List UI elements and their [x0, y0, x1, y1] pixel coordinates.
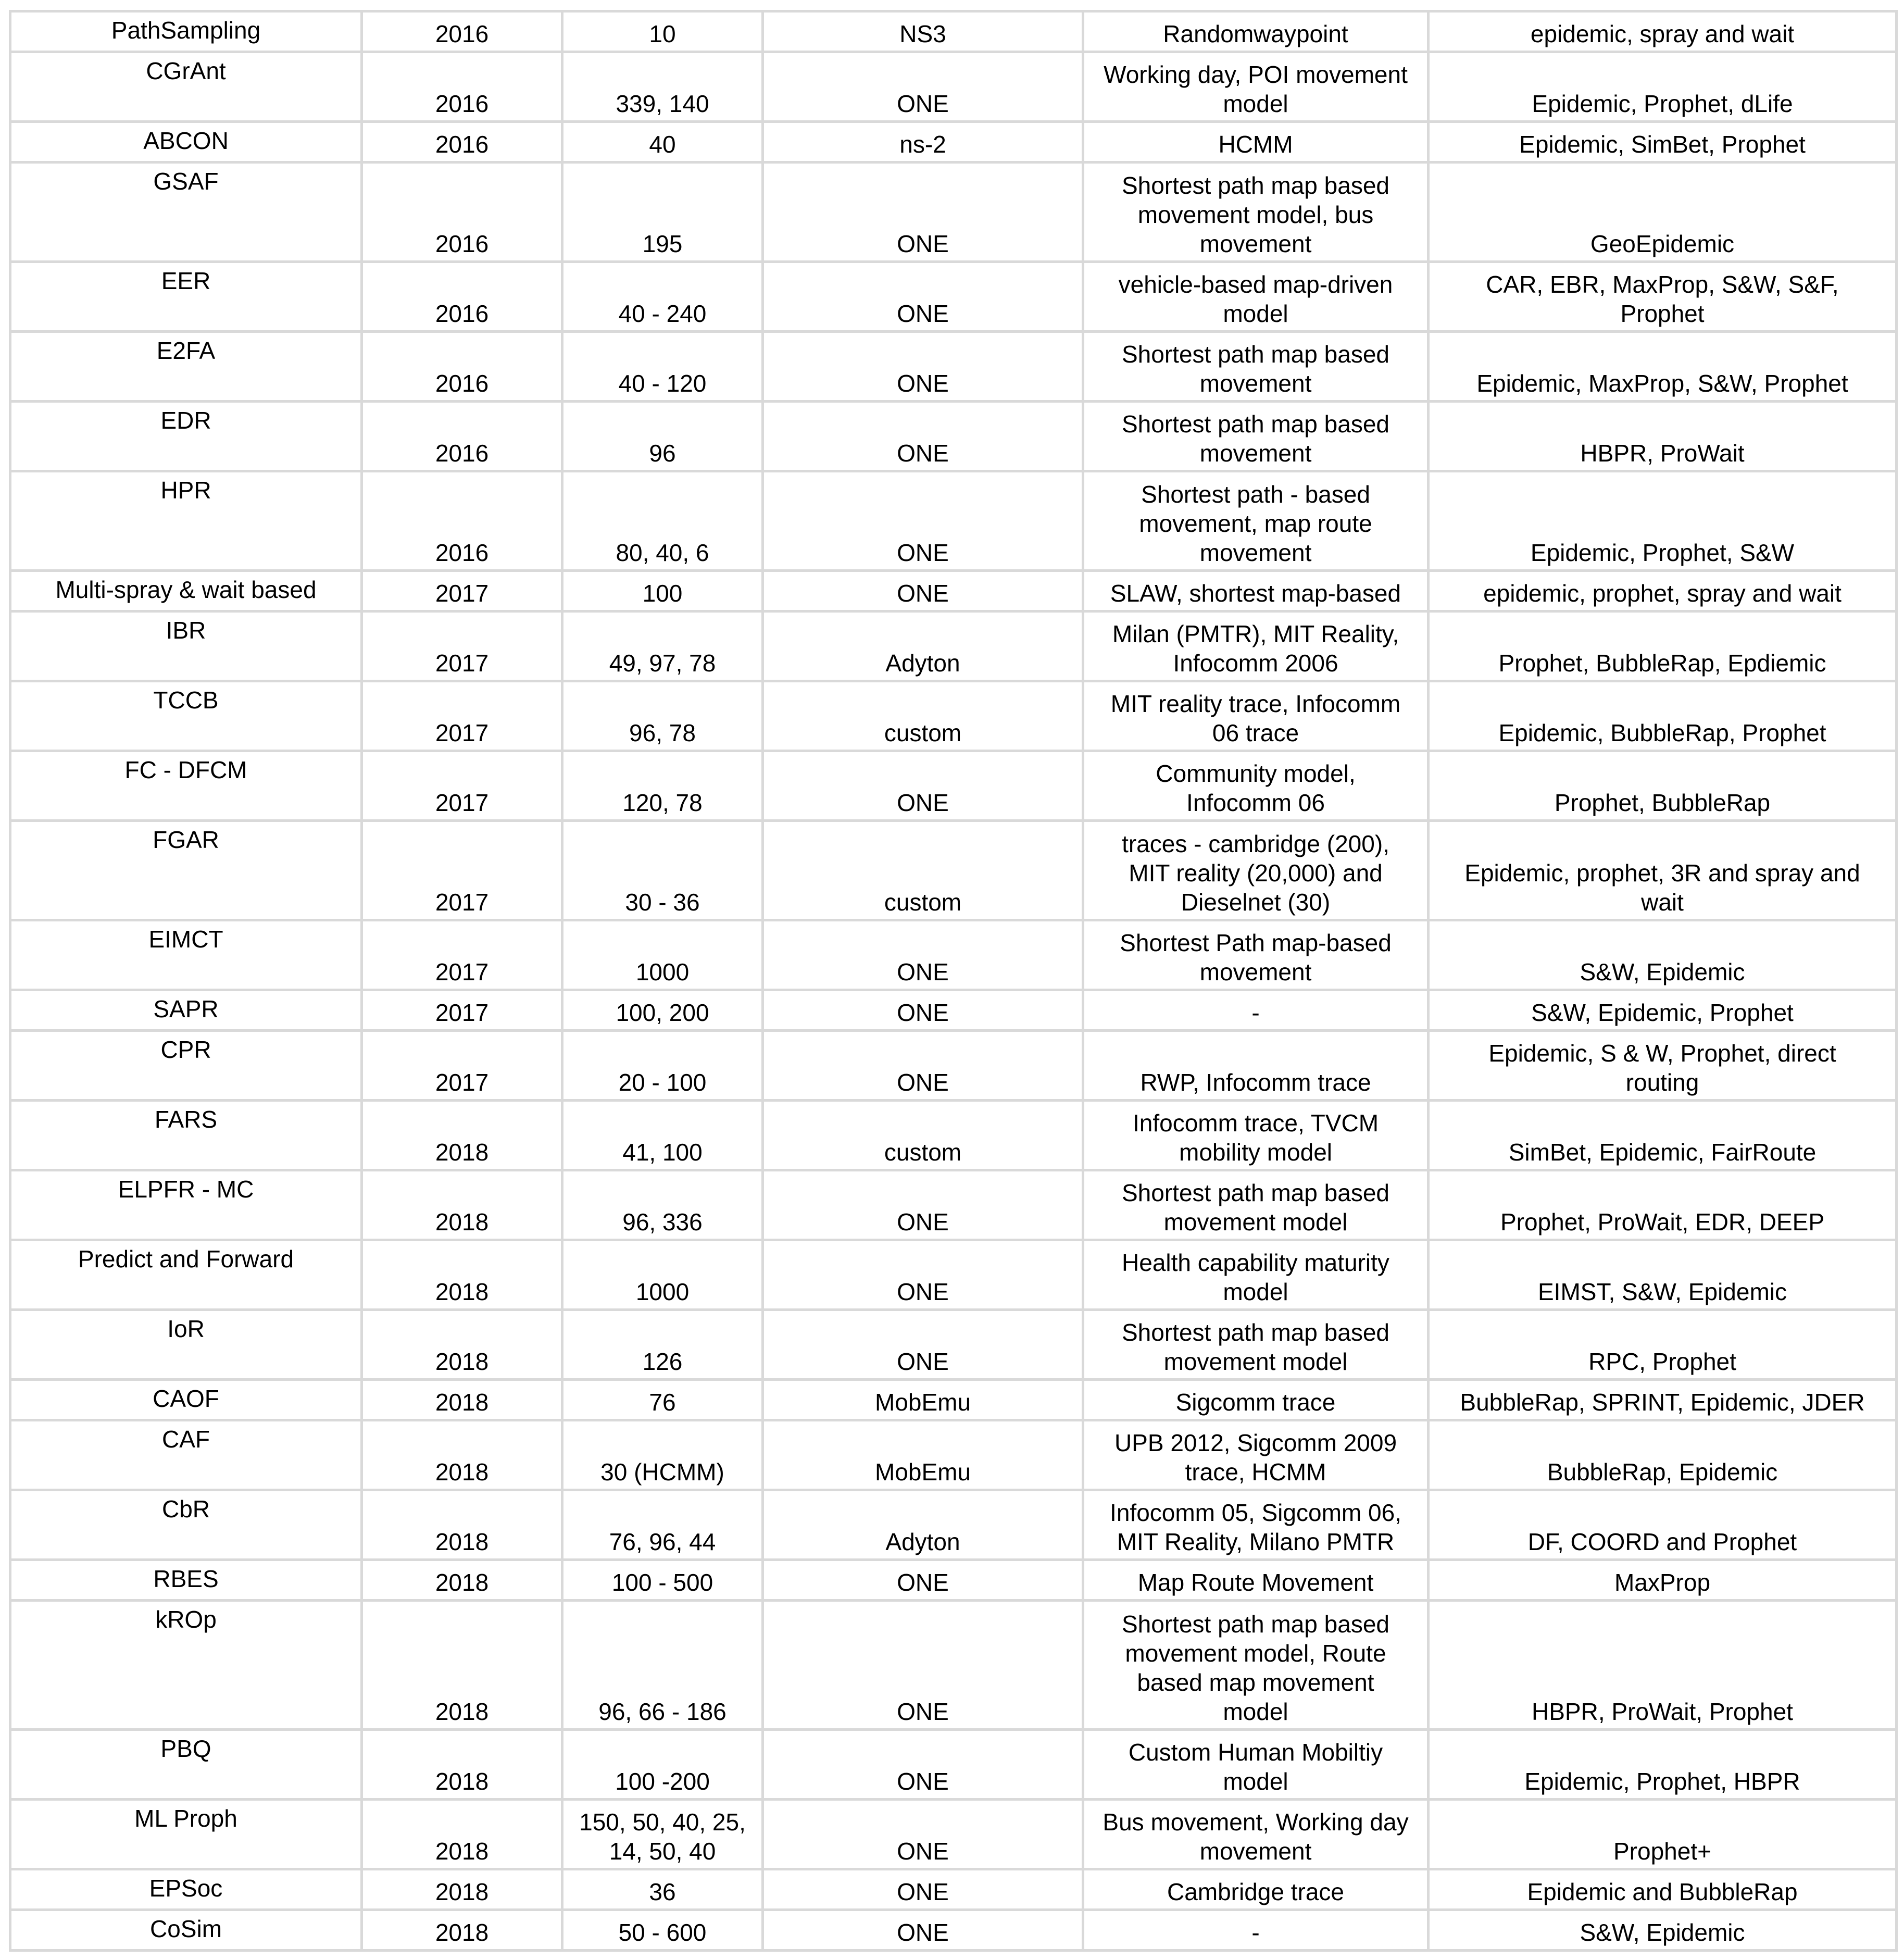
- compared-protocols-cell: Epidemic, S & W, Prophet, direct routing: [1429, 1031, 1897, 1101]
- simulator-cell: MobEmu: [763, 1420, 1083, 1490]
- table-row: [10, 681, 1897, 751]
- protocol-cell: HPR: [10, 471, 362, 571]
- table-row: [10, 1560, 1897, 1601]
- compared-protocols-cell: Epidemic, Prophet, S&W: [1429, 471, 1897, 571]
- protocol-cell: CGrAnt: [10, 52, 362, 122]
- table-row: [10, 1601, 1897, 1730]
- nodes-cell: 10: [562, 11, 763, 52]
- mobility-model-cell: Shortest path - based movement, map route movement: [1083, 471, 1429, 571]
- nodes-cell: 76: [562, 1380, 763, 1420]
- table-row: [10, 1380, 1897, 1420]
- compared-protocols-cell: Prophet, BubbleRap: [1429, 751, 1897, 821]
- simulator-cell: ONE: [763, 1869, 1083, 1910]
- year-cell: 2018: [362, 1601, 562, 1730]
- mobility-model-cell: Infocomm 05, Sigcomm 06, MIT Reality, Milano PMTR: [1083, 1490, 1429, 1560]
- compared-protocols-cell: SimBet, Epidemic, FairRoute: [1429, 1101, 1897, 1170]
- year-cell: 2016: [362, 332, 562, 402]
- table-row: [10, 1420, 1897, 1490]
- nodes-cell: 120, 78: [562, 751, 763, 821]
- simulator-cell: custom: [763, 1101, 1083, 1170]
- protocol-cell: E2FA: [10, 332, 362, 402]
- simulator-cell: ONE: [763, 1800, 1083, 1869]
- protocol-cell: EPSoc: [10, 1869, 362, 1910]
- nodes-cell: 36: [562, 1869, 763, 1910]
- compared-protocols-cell: BubbleRap, SPRINT, Epidemic, JDER: [1429, 1380, 1897, 1420]
- year-cell: 2018: [362, 1170, 562, 1240]
- year-cell: 2017: [362, 571, 562, 612]
- mobility-model-cell: UPB 2012, Sigcomm 2009 trace, HCMM: [1083, 1420, 1429, 1490]
- protocol-cell: EER: [10, 262, 362, 332]
- nodes-cell: 49, 97, 78: [562, 612, 763, 681]
- mobility-model-cell: Community model, Infocomm 06: [1083, 751, 1429, 821]
- nodes-cell: 1000: [562, 1240, 763, 1310]
- year-cell: 2017: [362, 751, 562, 821]
- nodes-cell: 100, 200: [562, 990, 763, 1031]
- mobility-model-cell: Shortest path map based movement model: [1083, 1170, 1429, 1240]
- protocol-cell: FARS: [10, 1101, 362, 1170]
- protocol-cell: CbR: [10, 1490, 362, 1560]
- mobility-model-cell: MIT reality trace, Infocomm 06 trace: [1083, 681, 1429, 751]
- table-body: [10, 11, 1897, 1951]
- table-row: [10, 11, 1897, 52]
- year-cell: 2016: [362, 122, 562, 163]
- simulator-cell: ONE: [763, 1170, 1083, 1240]
- compared-protocols-cell: Epidemic, Prophet, dLife: [1429, 52, 1897, 122]
- compared-protocols-cell: Epidemic, SimBet, Prophet: [1429, 122, 1897, 163]
- nodes-cell: 30 (HCMM): [562, 1420, 763, 1490]
- compared-protocols-cell: EIMST, S&W, Epidemic: [1429, 1240, 1897, 1310]
- simulator-cell: ONE: [763, 402, 1083, 471]
- year-cell: 2018: [362, 1101, 562, 1170]
- year-cell: 2017: [362, 920, 562, 990]
- compared-protocols-cell: S&W, Epidemic: [1429, 1910, 1897, 1951]
- year-cell: 2018: [362, 1910, 562, 1951]
- simulator-cell: ONE: [763, 332, 1083, 402]
- simulator-cell: ONE: [763, 1601, 1083, 1730]
- nodes-cell: 41, 100: [562, 1101, 763, 1170]
- mobility-model-cell: Sigcomm trace: [1083, 1380, 1429, 1420]
- year-cell: 2017: [362, 990, 562, 1031]
- simulator-cell: ONE: [763, 1240, 1083, 1310]
- nodes-cell: 339, 140: [562, 52, 763, 122]
- table-row: [10, 471, 1897, 571]
- table-row: [10, 1101, 1897, 1170]
- mobility-model-cell: traces - cambridge (200), MIT reality (20,000) and Dieselnet (30): [1083, 821, 1429, 920]
- table-row: [10, 1170, 1897, 1240]
- mobility-model-cell: Shortest Path map-based movement: [1083, 920, 1429, 990]
- year-cell: 2016: [362, 471, 562, 571]
- protocol-cell: CPR: [10, 1031, 362, 1101]
- simulator-cell: custom: [763, 681, 1083, 751]
- protocol-cell: ELPFR - MC: [10, 1170, 362, 1240]
- simulator-cell: Adyton: [763, 1490, 1083, 1560]
- mobility-model-cell: Working day, POI movement model: [1083, 52, 1429, 122]
- simulator-cell: ns-2: [763, 122, 1083, 163]
- simulator-cell: ONE: [763, 52, 1083, 122]
- protocol-cell: PBQ: [10, 1730, 362, 1800]
- protocol-cell: FGAR: [10, 821, 362, 920]
- nodes-cell: 40 - 240: [562, 262, 763, 332]
- simulator-cell: ONE: [763, 920, 1083, 990]
- simulator-cell: ONE: [763, 990, 1083, 1031]
- mobility-model-cell: Shortest path map based movement: [1083, 402, 1429, 471]
- protocol-cell: ABCON: [10, 122, 362, 163]
- compared-protocols-cell: Prophet, BubbleRap, Epdiemic: [1429, 612, 1897, 681]
- mobility-model-cell: Shortest path map based movement model: [1083, 1310, 1429, 1380]
- compared-protocols-cell: DF, COORD and Prophet: [1429, 1490, 1897, 1560]
- table-row: [10, 821, 1897, 920]
- nodes-cell: 40 - 120: [562, 332, 763, 402]
- nodes-cell: 96, 336: [562, 1170, 763, 1240]
- compared-protocols-cell: Prophet, ProWait, EDR, DEEP: [1429, 1170, 1897, 1240]
- table-row: [10, 990, 1897, 1031]
- mobility-model-cell: Cambridge trace: [1083, 1869, 1429, 1910]
- table-row: [10, 1910, 1897, 1951]
- mobility-model-cell: Bus movement, Working day movement: [1083, 1800, 1429, 1869]
- year-cell: 2018: [362, 1869, 562, 1910]
- compared-protocols-cell: Epidemic, MaxProp, S&W, Prophet: [1429, 332, 1897, 402]
- protocol-cell: EDR: [10, 402, 362, 471]
- table-row: [10, 1490, 1897, 1560]
- compared-protocols-cell: RPC, Prophet: [1429, 1310, 1897, 1380]
- nodes-cell: 50 - 600: [562, 1910, 763, 1951]
- mobility-model-cell: -: [1083, 1910, 1429, 1951]
- protocol-cell: CAOF: [10, 1380, 362, 1420]
- protocol-cell: IBR: [10, 612, 362, 681]
- nodes-cell: 96: [562, 402, 763, 471]
- simulator-cell: ONE: [763, 262, 1083, 332]
- year-cell: 2016: [362, 163, 562, 262]
- table-row: [10, 1869, 1897, 1910]
- table-row: [10, 1310, 1897, 1380]
- nodes-cell: 1000: [562, 920, 763, 990]
- compared-protocols-cell: Epidemic, prophet, 3R and spray and wait: [1429, 821, 1897, 920]
- protocols-table: [9, 10, 1898, 1952]
- compared-protocols-cell: HBPR, ProWait, Prophet: [1429, 1601, 1897, 1730]
- compared-protocols-cell: BubbleRap, Epidemic: [1429, 1420, 1897, 1490]
- table-row: [10, 332, 1897, 402]
- protocol-cell: EIMCT: [10, 920, 362, 990]
- year-cell: 2016: [362, 262, 562, 332]
- protocol-cell: CoSim: [10, 1910, 362, 1951]
- table-row: [10, 612, 1897, 681]
- protocol-cell: Multi-spray & wait based: [10, 571, 362, 612]
- nodes-cell: 80, 40, 6: [562, 471, 763, 571]
- simulator-cell: Adyton: [763, 612, 1083, 681]
- year-cell: 2018: [362, 1490, 562, 1560]
- protocol-cell: FC - DFCM: [10, 751, 362, 821]
- mobility-model-cell: HCMM: [1083, 122, 1429, 163]
- year-cell: 2018: [362, 1730, 562, 1800]
- nodes-cell: 100: [562, 571, 763, 612]
- compared-protocols-cell: Prophet+: [1429, 1800, 1897, 1869]
- nodes-cell: 76, 96, 44: [562, 1490, 763, 1560]
- table-row: [10, 1800, 1897, 1869]
- simulator-cell: ONE: [763, 1031, 1083, 1101]
- simulator-cell: ONE: [763, 163, 1083, 262]
- compared-protocols-cell: Epidemic, Prophet, HBPR: [1429, 1730, 1897, 1800]
- table-row: [10, 751, 1897, 821]
- table-row: [10, 1730, 1897, 1800]
- table-row: [10, 920, 1897, 990]
- year-cell: 2016: [362, 52, 562, 122]
- nodes-cell: 20 - 100: [562, 1031, 763, 1101]
- table-row: [10, 1031, 1897, 1101]
- mobility-model-cell: RWP, Infocomm trace: [1083, 1031, 1429, 1101]
- table-row: [10, 402, 1897, 471]
- compared-protocols-cell: epidemic, prophet, spray and wait: [1429, 571, 1897, 612]
- mobility-model-cell: Map Route Movement: [1083, 1560, 1429, 1601]
- simulator-cell: MobEmu: [763, 1380, 1083, 1420]
- compared-protocols-cell: MaxProp: [1429, 1560, 1897, 1601]
- nodes-cell: 96, 78: [562, 681, 763, 751]
- table-row: [10, 52, 1897, 122]
- protocol-cell: kROp: [10, 1601, 362, 1730]
- protocol-cell: IoR: [10, 1310, 362, 1380]
- mobility-model-cell: -: [1083, 990, 1429, 1031]
- compared-protocols-cell: GeoEpidemic: [1429, 163, 1897, 262]
- nodes-cell: 195: [562, 163, 763, 262]
- protocol-cell: CAF: [10, 1420, 362, 1490]
- nodes-cell: 126: [562, 1310, 763, 1380]
- mobility-model-cell: Randomwaypoint: [1083, 11, 1429, 52]
- mobility-model-cell: Infocomm trace, TVCM mobility model: [1083, 1101, 1429, 1170]
- simulator-cell: ONE: [763, 1910, 1083, 1951]
- year-cell: 2017: [362, 612, 562, 681]
- nodes-cell: 100 - 500: [562, 1560, 763, 1601]
- compared-protocols-cell: HBPR, ProWait: [1429, 402, 1897, 471]
- nodes-cell: 30 - 36: [562, 821, 763, 920]
- mobility-model-cell: SLAW, shortest map-based: [1083, 571, 1429, 612]
- protocol-cell: RBES: [10, 1560, 362, 1601]
- simulator-cell: NS3: [763, 11, 1083, 52]
- year-cell: 2017: [362, 1031, 562, 1101]
- year-cell: 2016: [362, 402, 562, 471]
- compared-protocols-cell: S&W, Epidemic, Prophet: [1429, 990, 1897, 1031]
- year-cell: 2018: [362, 1420, 562, 1490]
- nodes-cell: 100 -200: [562, 1730, 763, 1800]
- protocol-cell: PathSampling: [10, 11, 362, 52]
- simulator-cell: ONE: [763, 1730, 1083, 1800]
- compared-protocols-cell: Epidemic, BubbleRap, Prophet: [1429, 681, 1897, 751]
- simulator-cell: ONE: [763, 1560, 1083, 1601]
- protocol-cell: Predict and Forward: [10, 1240, 362, 1310]
- table-row: [10, 262, 1897, 332]
- year-cell: 2018: [362, 1240, 562, 1310]
- compared-protocols-cell: CAR, EBR, MaxProp, S&W, S&F, Prophet: [1429, 262, 1897, 332]
- nodes-cell: 150, 50, 40, 25, 14, 50, 40: [562, 1800, 763, 1869]
- nodes-cell: 96, 66 - 186: [562, 1601, 763, 1730]
- nodes-cell: 40: [562, 122, 763, 163]
- simulator-cell: ONE: [763, 471, 1083, 571]
- protocol-cell: GSAF: [10, 163, 362, 262]
- table-row: [10, 163, 1897, 262]
- mobility-model-cell: vehicle-based map-driven model: [1083, 262, 1429, 332]
- year-cell: 2018: [362, 1800, 562, 1869]
- compared-protocols-cell: S&W, Epidemic: [1429, 920, 1897, 990]
- compared-protocols-cell: epidemic, spray and wait: [1429, 11, 1897, 52]
- year-cell: 2017: [362, 821, 562, 920]
- simulator-cell: ONE: [763, 751, 1083, 821]
- protocol-cell: SAPR: [10, 990, 362, 1031]
- table-row: [10, 1240, 1897, 1310]
- mobility-model-cell: Milan (PMTR), MIT Reality, Infocomm 2006: [1083, 612, 1429, 681]
- mobility-model-cell: Shortest path map based movement model, Route based map movement model: [1083, 1601, 1429, 1730]
- simulator-cell: ONE: [763, 571, 1083, 612]
- mobility-model-cell: Shortest path map based movement model, bus movement: [1083, 163, 1429, 262]
- year-cell: 2017: [362, 681, 562, 751]
- protocol-cell: ML Proph: [10, 1800, 362, 1869]
- mobility-model-cell: Shortest path map based movement: [1083, 332, 1429, 402]
- simulator-cell: custom: [763, 821, 1083, 920]
- mobility-model-cell: Health capability maturity model: [1083, 1240, 1429, 1310]
- compared-protocols-cell: Epidemic and BubbleRap: [1429, 1869, 1897, 1910]
- protocol-cell: TCCB: [10, 681, 362, 751]
- table-row: [10, 122, 1897, 163]
- year-cell: 2016: [362, 11, 562, 52]
- simulator-cell: ONE: [763, 1310, 1083, 1380]
- year-cell: 2018: [362, 1560, 562, 1601]
- mobility-model-cell: Custom Human Mobiltiy model: [1083, 1730, 1429, 1800]
- year-cell: 2018: [362, 1310, 562, 1380]
- table-row: [10, 571, 1897, 612]
- year-cell: 2018: [362, 1380, 562, 1420]
